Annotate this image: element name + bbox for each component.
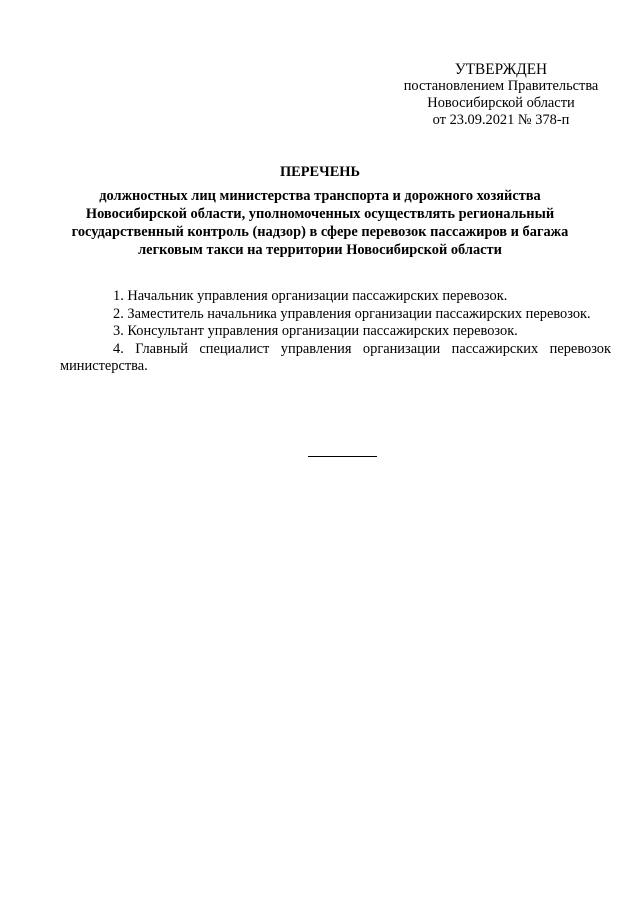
list-item: 2. Заместитель начальника управления организации пассажирских перевозок.: [113, 305, 591, 322]
document-subtitle-line-3: государственный контроль (надзор) в сфере перевозок пассажиров и багажа: [71, 224, 569, 240]
document-title-block: [60, 164, 580, 259]
list-item: 3. Консультант управления организации пассажирских перевозок.: [113, 323, 518, 339]
document-title: ПЕРЕЧЕНЬ: [279, 164, 361, 180]
list-item: 1. Начальник управления организации пассажирских перевозок.: [113, 288, 508, 304]
document-subtitle-line-2: Новосибирской области, уполномоченных осуществлять региональный: [85, 206, 555, 222]
list-item: 4. Главный специалист управления организации пассажирских перевозок министерства.: [60, 340, 611, 374]
closing-divider: [308, 456, 377, 457]
approval-stamp: [385, 61, 617, 129]
positions-list: [60, 288, 611, 376]
approval-line-1: постановлением Правительства: [403, 78, 599, 94]
approval-heading: УТВЕРЖДЕН: [454, 61, 548, 78]
approval-date-number: от 23.09.2021 № 378-п: [432, 112, 570, 128]
document-subtitle-line-1: должностных лиц министерства транспорта и дорожного хозяйства: [99, 188, 541, 204]
approval-line-2: Новосибирской области: [427, 95, 575, 111]
document-subtitle-line-4: легковым такси на территории Новосибирской области: [138, 242, 502, 258]
